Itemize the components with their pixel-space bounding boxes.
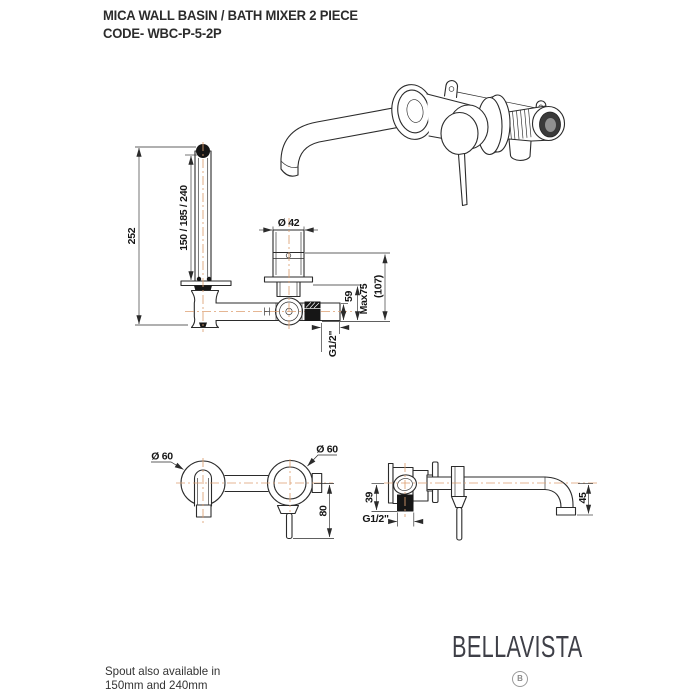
left-valve-body [192, 291, 219, 328]
dim-flange-diameter-right: Ø 60 [316, 443, 338, 456]
handle-lever-side [457, 508, 462, 541]
elevation-dimensions [126, 147, 390, 357]
handle-base-side [452, 497, 467, 508]
dim-overall-height: 252 [126, 227, 138, 245]
mounting-ear-left [445, 81, 458, 98]
handle-base-front [278, 506, 299, 514]
handle-lever-front [287, 514, 293, 539]
footer-note [105, 664, 220, 692]
title-block [103, 7, 377, 41]
cartridge-boss-side [452, 467, 465, 497]
dim-spout-lengths: 150 / 185 / 240 [178, 185, 190, 251]
left-flange-plate [181, 281, 231, 286]
dim-spout-drop: 45 [577, 492, 589, 504]
mixer-handle-3d [441, 105, 488, 206]
footer-note-line1: Spout also available in [105, 664, 221, 678]
dim-flange-diameter-left: Ø 60 [151, 450, 173, 463]
product-code: CODE- WBC-P-5-2P [103, 25, 222, 41]
dim-cartridge-diameter: Ø 42 [277, 217, 300, 229]
front-view [151, 444, 338, 539]
valve-body-3d [508, 106, 565, 160]
dim-handle-drop: 80 [317, 505, 330, 517]
spout-outlet-front [197, 505, 212, 517]
brand-logo: BELLAVISTA [452, 629, 583, 664]
isometric-view [281, 81, 565, 206]
side-view [362, 462, 600, 540]
thread-fitting [305, 302, 321, 322]
dim-overall-depth: (107) [372, 274, 385, 299]
brand-registered-mark: B [512, 671, 528, 687]
handle-lever-3d [459, 154, 468, 206]
spout-outlet-side [557, 508, 576, 516]
dim-max-wall-depth: Max75 [358, 283, 370, 315]
cartridge-flange [265, 277, 313, 282]
dim-thread-elevation: G1/2" [327, 330, 339, 358]
dim-thread-side: G1/2" [362, 513, 389, 525]
footer-note-line2: 150mm and 240mm [105, 678, 208, 692]
cartridge-column [265, 230, 313, 297]
product-title: MICA WALL BASIN / BATH MIXER 2 PIECE [103, 7, 358, 23]
elevation-view [126, 142, 390, 357]
outlet-boss-3d [509, 139, 531, 160]
dim-pipe-drop: 59 [343, 290, 355, 303]
dim-inlet-offset: 39 [363, 491, 376, 504]
